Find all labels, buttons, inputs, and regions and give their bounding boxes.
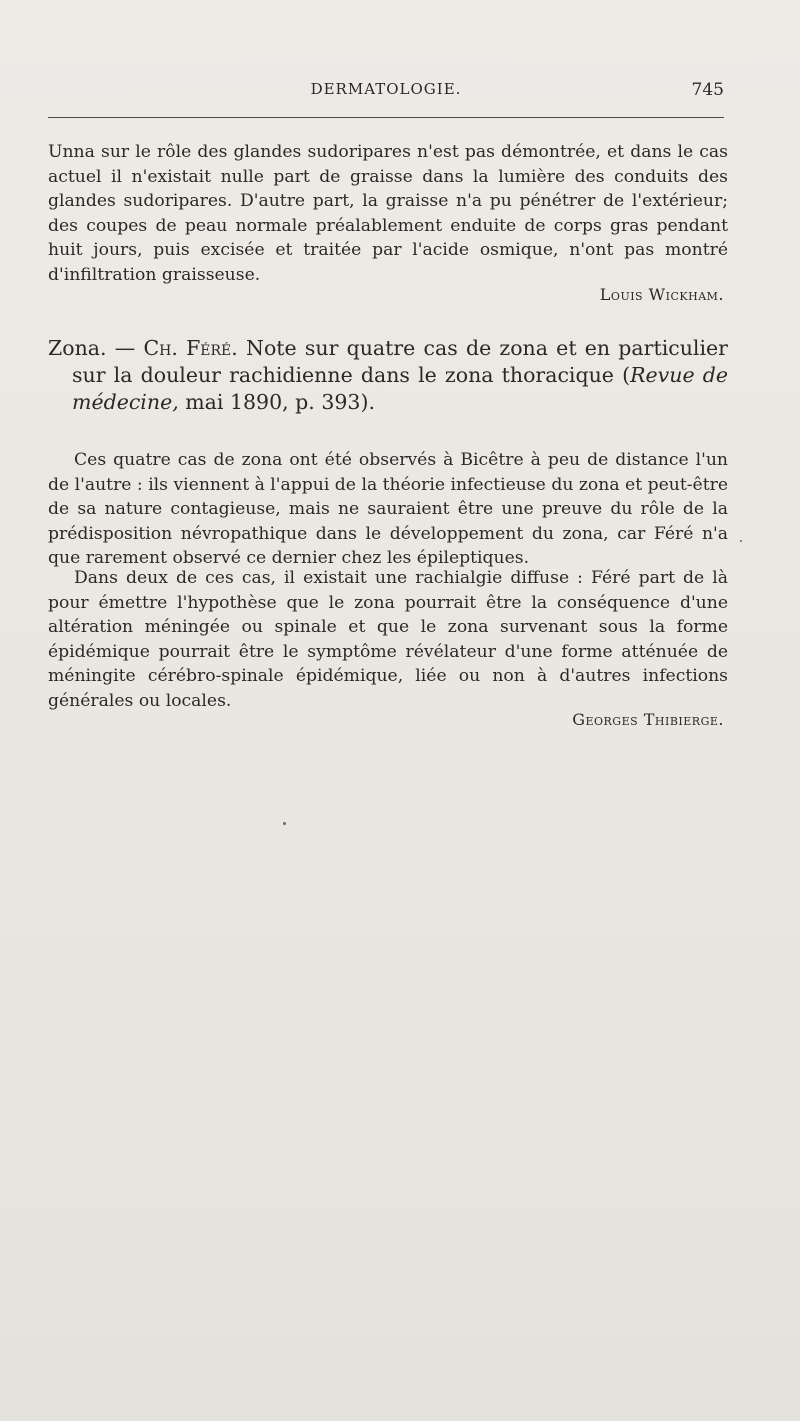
page-number: 745 bbox=[691, 80, 724, 100]
entry-title: Note sur quatre cas de zona et en particulier sur la douleur rachidienne dans le zona thoracique ( bbox=[72, 336, 728, 387]
review-body: Unna sur le rôle des glandes sudoripares n'est pas démontrée, et dans le cas actuel il n'existait nulle part de graisse dans la lumière des conduits des glandes sudoripares. D'autre part, la graisse n'a pu pénétrer de l'extérieur; des coupes de peau normale préalablement enduite de corps gras pendant huit jours, puis excisée et traitée par l'acide osmique, n'ont pas montré d'infiltration graisseuse. bbox=[48, 142, 728, 285]
entry-citation: mai 1890, p. 393). bbox=[178, 390, 375, 414]
entry-rubric: Zona. bbox=[48, 336, 107, 360]
entry-journal: Revue de médecine, bbox=[72, 363, 728, 414]
entry-dash: — bbox=[106, 336, 144, 360]
review-signature: Georges Thibierge. bbox=[572, 710, 724, 729]
review-body: Ces quatre cas de zona ont été observés à Bicêtre à peu de distance l'un de l'autre : ils viennent à l'appui de la théorie infectieuse du zona et peut-être de sa nature contagieuse, mais ne sauraient être une preuve du rôle de la prédisposition névropathique dans le développement du zona, car Féré n'a que rarement observé ce dernier chez les épileptiques. bbox=[48, 450, 729, 568]
review-paragraph bbox=[48, 448, 728, 571]
running-head bbox=[48, 80, 724, 104]
running-title: DERMATOLOGIE. bbox=[310, 80, 462, 98]
entry-author: Ch. Féré. bbox=[143, 336, 238, 360]
review-body: Dans deux de ces cas, il existait une rachialgie diffuse : Féré part de là pour émettre l'hypothèse que le zona pourrait être la conséquence d'une altération méningée ou spinale et que le zona survenant sous la forme épidémique pourrait être le symptôme révélateur d'une forme atténuée de méningite cérébro-spinale épidémique, liée ou non à d'autres infections générales ou locales. bbox=[48, 568, 728, 711]
review-signature: Louis Wickham. bbox=[599, 285, 724, 304]
review-paragraph bbox=[48, 566, 728, 713]
paper-speck bbox=[283, 822, 286, 825]
review-paragraph bbox=[48, 140, 728, 287]
paper-speck bbox=[740, 540, 742, 542]
header-rule bbox=[48, 117, 724, 118]
bibliographic-entry bbox=[48, 335, 728, 416]
